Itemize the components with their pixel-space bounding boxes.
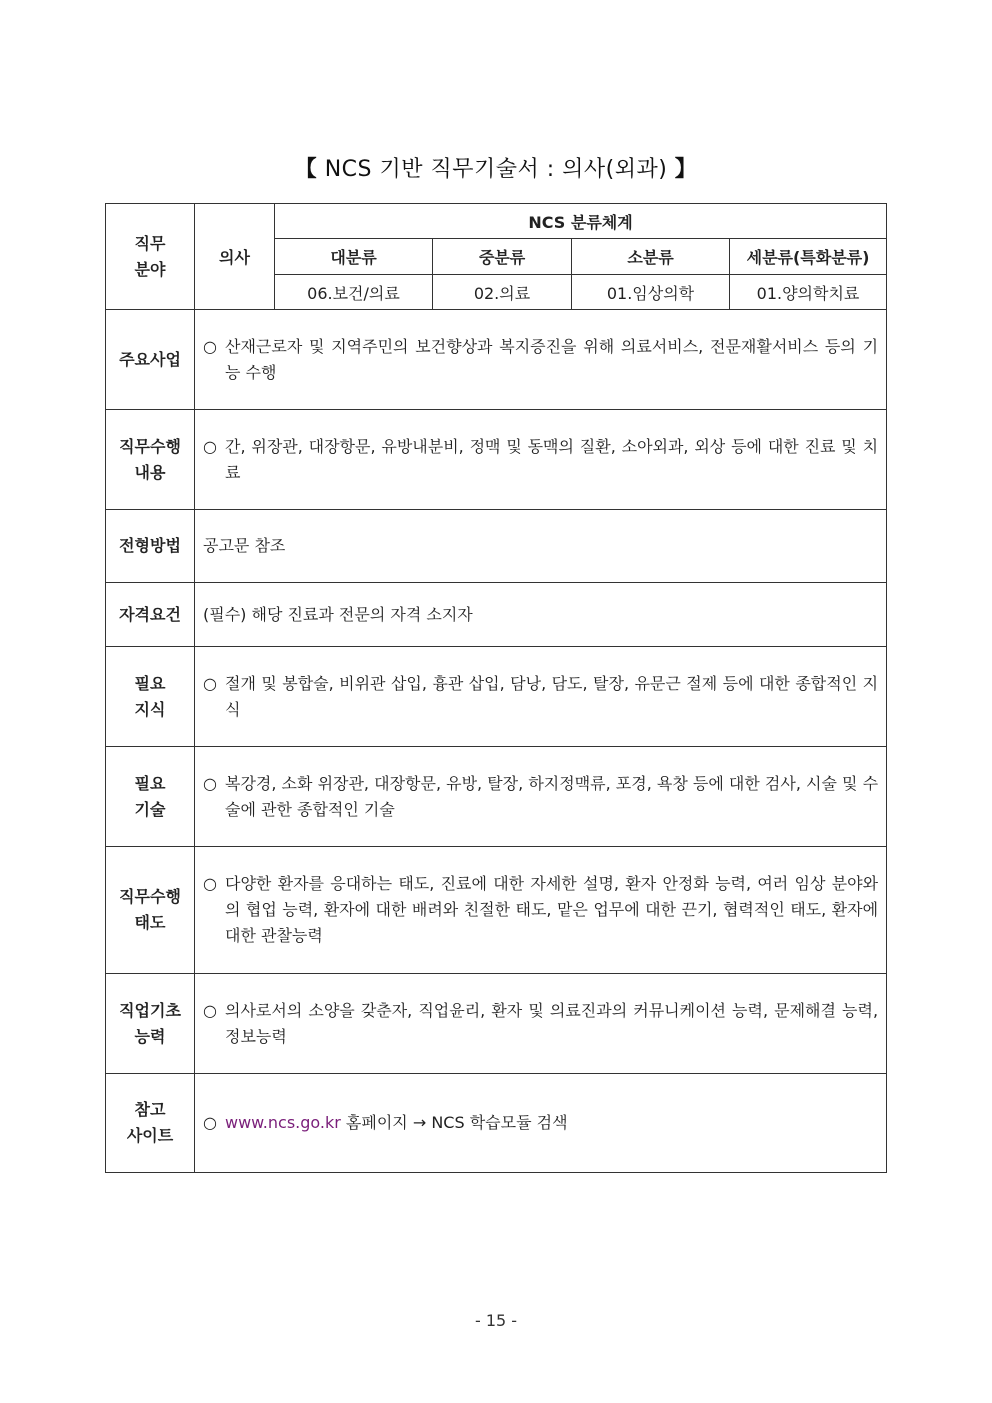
title-open-bracket: 【 [294,157,318,182]
selection-label: 전형방법 [106,510,195,583]
qualification-label: 자격요건 [106,583,195,647]
table-row [106,847,887,974]
main-business-label: 주요사업 [106,310,195,410]
main-business-content [195,310,887,410]
page-number: - 15 - [474,1311,518,1330]
knowledge-label: 필요 지식 [106,647,195,747]
major-class-header: 대분류 [275,239,433,275]
bullet-icon: ○ [203,673,217,693]
table-row [106,647,887,747]
minor-class-value: 01.임상의학 [572,275,730,310]
attitude-content [195,847,887,974]
bullet-icon: ○ [203,1000,217,1020]
basic-ability-text: 의사로서의 소양을 갖춘자, 직업윤리, 환자 및 의료진과의 커뮤니케이션 능력, 문제해결 능력, 정보능력 [225,1000,879,1046]
ncs-site-link[interactable]: www.ncs.go.kr [225,1113,341,1132]
skills-content [195,747,887,847]
middle-class-value: 02.의료 [433,275,572,310]
main-business-text: 산재근로자 및 지역주민의 보건향상과 복지증진을 위해 의료서비스, 전문재활서비스 등의 기능 수행 [225,336,879,382]
major-class-value: 06.보건/의료 [275,275,433,310]
skills-text: 복강경, 소화 위장관, 대장항문, 유방, 탈장, 하지정맥류, 포경, 욕창 등에 대한 검사, 시술 및 수술에 관한 종합적인 기술 [225,773,879,819]
bullet-icon: ○ [203,436,217,456]
bullet-icon: ○ [203,773,217,793]
bullet-icon: ○ [203,874,217,893]
minor-class-header: 소분류 [572,239,730,275]
reference-label: 참고 사이트 [106,1074,195,1173]
title-text: NCS 기반 직무기술서 : 의사(외과) [324,157,668,182]
sub-class-header: 세분류(특화분류) [730,239,887,275]
reference-content [195,1074,887,1173]
ncs-system-header: NCS 분류체계 [275,204,887,239]
table-row [106,583,887,647]
duties-text: 간, 위장관, 대장항문, 유방내분비, 정맥 및 동맥의 질환, 소아외과, 외상 등에 대한 진료 및 치료 [225,436,879,482]
job-description-table [105,203,887,1173]
knowledge-content [195,647,887,747]
table-row [106,974,887,1074]
job-field-label: 직무 분야 [106,204,195,310]
middle-class-header: 중분류 [433,239,572,275]
knowledge-text: 절개 및 봉합술, 비위관 삽입, 흉관 삽입, 담낭, 담도, 탈장, 유문근 절제 등에 대한 종합적인 지식 [225,673,879,719]
sub-class-value: 01.양의학치료 [730,275,887,310]
qualification-text: (필수) 해당 진료과 전문의 자격 소지자 [195,583,887,647]
table-row [106,510,887,583]
basic-ability-content [195,974,887,1074]
bullet-icon: ○ [203,336,217,356]
table-row [106,747,887,847]
duties-label: 직무수행 내용 [106,410,195,510]
table-row [106,1074,887,1173]
reference-text: 홈페이지 → NCS 학습모듈 검색 [340,1113,568,1132]
duties-content [195,410,887,510]
bullet-icon: ○ [203,1113,217,1132]
job-name: 의사 [195,204,275,310]
selection-text: 공고문 참조 [195,510,887,583]
table-row [106,410,887,510]
basic-ability-label: 직업기초 능력 [106,974,195,1074]
page-title [0,152,992,183]
attitude-label: 직무수행 태도 [106,847,195,974]
title-close-bracket: 】 [674,157,698,182]
attitude-text: 다양한 환자를 응대하는 태도, 진료에 대한 자세한 설명, 환자 안정화 능력, 여러 임상 분야와의 협업 능력, 환자에 대한 배려와 친절한 태도, 맡은 업무에 대한 끈기, 협력적인 태도, 환자에 대한 관찰능력 [225,874,879,945]
skills-label: 필요 기술 [106,747,195,847]
table-row [106,310,887,410]
